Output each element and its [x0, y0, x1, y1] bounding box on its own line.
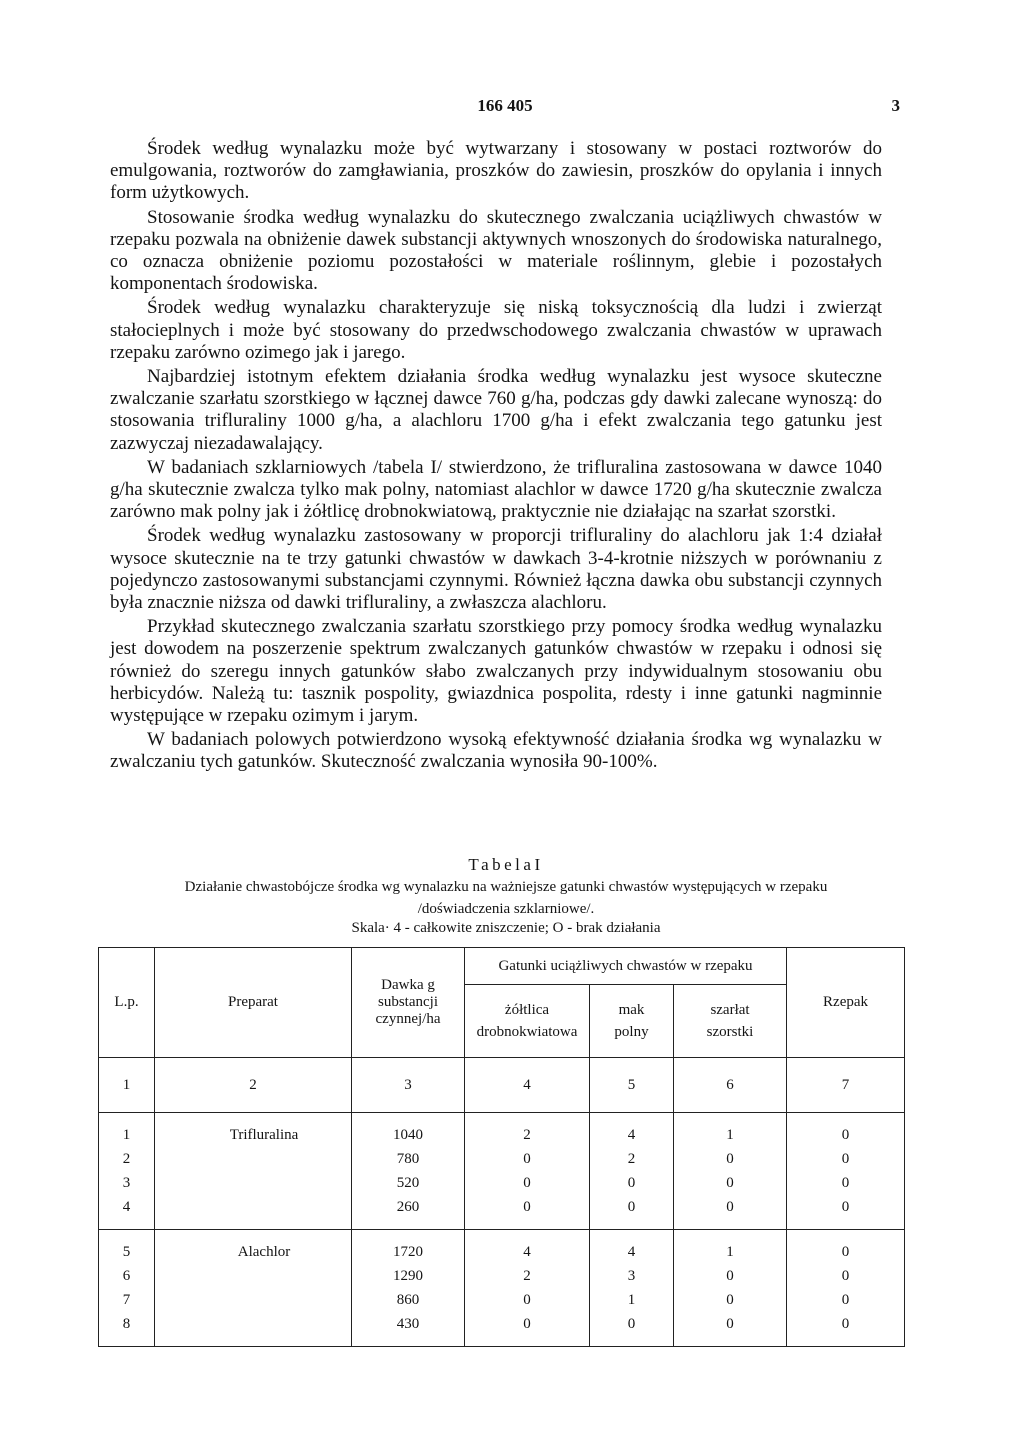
cell-lp: 5	[99, 1230, 155, 1265]
cell-rzepak: 0	[787, 1264, 905, 1288]
table-description	[110, 876, 902, 920]
cell-rzepak: 0	[787, 1147, 905, 1171]
cell-lp: 1	[99, 1113, 155, 1148]
cell-lp: 2	[99, 1147, 155, 1171]
col-header-dawka-line: Dawka g	[381, 977, 435, 993]
cell-dawka: 430	[352, 1312, 465, 1347]
page-number: 3	[891, 96, 900, 115]
col-header-line: polny	[614, 1024, 649, 1040]
cell-zoltlica: 2	[465, 1264, 590, 1288]
cell-mak: 0	[590, 1312, 674, 1347]
col-group-header: Gatunki uciążliwych chwastów w rzepaku	[465, 948, 787, 985]
cell-preparat	[155, 1171, 352, 1195]
cell-szarlat: 0	[674, 1195, 787, 1230]
cell-dawka: 780	[352, 1147, 465, 1171]
column-number: 5	[590, 1058, 674, 1113]
col-header-dawka	[352, 948, 465, 1058]
cell-rzepak: 0	[787, 1288, 905, 1312]
body-text	[110, 138, 882, 776]
cell-mak: 1	[590, 1288, 674, 1312]
table-row	[99, 1230, 905, 1265]
cell-zoltlica: 4	[465, 1230, 590, 1265]
col-header-lp: L.p.	[99, 948, 155, 1058]
cell-mak: 2	[590, 1147, 674, 1171]
cell-szarlat: 0	[674, 1288, 787, 1312]
column-number: 7	[787, 1058, 905, 1113]
table-scale-note: Skala· 4 - całkowite zniszczenie; O - brak działania	[351, 920, 661, 936]
col-header-dawka-line: czynnej/ha	[375, 1011, 441, 1027]
paragraph: W badaniach polowych potwierdzono wysoką efektywność działania środka wg wynalazku w zwalczaniu tych gatunków. Skuteczność zwalczania wynosiła 90-100%.	[110, 729, 882, 773]
column-number: 3	[352, 1058, 465, 1113]
results-table	[98, 947, 905, 1347]
cell-rzepak: 0	[787, 1312, 905, 1347]
paragraph: Środek według wynalazku może być wytwarzany i stosowany w postaci roztworów do emulgowania, roztworów do zamgławiania, proszków do zawiesin, proszków do opylania i innych form użytkowych.	[110, 138, 882, 204]
column-number: 2	[155, 1058, 352, 1113]
paragraph: Stosowanie środka według wynalazku do skutecznego zwalczania uciążliwych chwastów w rzepaku pozwala na obniżenie dawek substancji aktywnych wnoszonych do środowiska naturalnego, co oznacza obniżenie poziomu pozostałości w materiale roślinnym, glebie i pozostałych komponentach środowiska.	[110, 206, 882, 295]
cell-mak: 4	[590, 1230, 674, 1265]
col-header-line: szorstki	[706, 1024, 754, 1040]
col-header-line: mak	[618, 1002, 645, 1018]
cell-lp: 7	[99, 1288, 155, 1312]
paragraph: Środek według wynalazku charakteryzuje się niską toksycznością dla ludzi i zwierząt stałocieplnych i może być stosowany do przedwschodowego zwalczania chwastów w uprawach rzepaku zarówno ozimego jak i jarego.	[110, 297, 882, 363]
table-row	[99, 1312, 905, 1347]
paragraph: Przykład skutecznego zwalczania szarłatu szorstkiego przy pomocy środka według wynalazku jest dowodem na poszerzenie spektrum zwalczanych gatunków chwastów w rzepaku i odnosi się również do szeregu innych gatunków słabo zwalczanych przy indywidualnym stosowaniu obu herbicydów. Należą tu: tasznik pospolity, gwiazdnica pospolita, rdesty i inne gatunki nagminnie występujące w rzepaku ozimym i jarym.	[110, 616, 882, 727]
paragraph: Środek według wynalazku zastosowany w proporcji trifluraliny do alachloru jak 1:4 działał wysoce skutecznie na te trzy gatunki chwastów w dawkach 3-4-krotnie niższych w porównaniu z pojedynczo zastosowanymi substancjami czynnymi. Również łączna dawka obu substancji czynnych była znacznie niższa od dawki trifluraliny, a zwłaszcza alachloru.	[110, 525, 882, 614]
cell-zoltlica: 0	[465, 1288, 590, 1312]
cell-szarlat: 0	[674, 1147, 787, 1171]
table-row	[99, 1288, 905, 1312]
cell-mak: 4	[590, 1113, 674, 1148]
cell-preparat: Alachlor	[155, 1230, 352, 1265]
cell-preparat: Trifluralina	[155, 1113, 352, 1148]
table-row	[99, 1195, 905, 1230]
cell-rzepak: 0	[787, 1113, 905, 1148]
page-header	[110, 96, 900, 120]
cell-szarlat: 0	[674, 1171, 787, 1195]
cell-zoltlica: 0	[465, 1171, 590, 1195]
table-description-line: /doświadczenia szklarniowe/.	[417, 901, 595, 917]
cell-mak: 0	[590, 1171, 674, 1195]
paragraph: W badaniach szklarniowych /tabela I/ stwierdzono, że trifluralina zastosowana w dawce 1040 g/ha skutecznie zwalcza tylko mak polny, natomiast alachlor w dawce 1720 g/ha skutecznie zwalcza zarówno mak polny jak i żółtlicę drobnokwiatową, praktycznie nie działając na szarłat szorstki.	[110, 456, 882, 523]
cell-preparat	[155, 1264, 352, 1288]
cell-dawka: 520	[352, 1171, 465, 1195]
cell-preparat	[155, 1312, 352, 1347]
document-number: 166 405	[477, 96, 533, 115]
cell-zoltlica: 2	[465, 1113, 590, 1148]
cell-lp: 3	[99, 1171, 155, 1195]
col-header-line: żółtlica	[504, 1002, 550, 1018]
cell-preparat	[155, 1288, 352, 1312]
cell-szarlat: 1	[674, 1230, 787, 1265]
cell-szarlat: 0	[674, 1312, 787, 1347]
table-description-line: Działanie chwastobójcze środka wg wynalazku na ważniejsze gatunki chwastów występujących w rzepaku	[184, 879, 828, 895]
col-header-line: drobnokwiatowa	[476, 1024, 578, 1040]
column-number-row	[99, 1058, 905, 1113]
cell-rzepak: 0	[787, 1230, 905, 1265]
column-number: 1	[99, 1058, 155, 1113]
col-header-mak	[590, 985, 674, 1058]
cell-zoltlica: 0	[465, 1312, 590, 1347]
table-row	[99, 1171, 905, 1195]
cell-rzepak: 0	[787, 1171, 905, 1195]
cell-mak: 0	[590, 1195, 674, 1230]
col-header-line: szarłat	[710, 1002, 750, 1018]
cell-rzepak: 0	[787, 1195, 905, 1230]
paragraph: Najbardziej istotnym efektem działania środka według wynalazku jest wysoce skuteczne zwalczanie szarłatu szorstkiego w łącznej dawce 760 g/ha, podczas gdy dawki zalecane wynoszą: do stosowania trifluraliny 1000 g/ha, a alachloru 1700 g/ha i efekt zwalczania tego gatunku jest zazwyczaj niezadawalający.	[110, 366, 882, 454]
cell-lp: 4	[99, 1195, 155, 1230]
cell-preparat	[155, 1147, 352, 1171]
col-header-zoltlica	[465, 985, 590, 1058]
cell-dawka: 860	[352, 1288, 465, 1312]
cell-szarlat: 0	[674, 1264, 787, 1288]
col-header-preparat: Preparat	[155, 948, 352, 1058]
cell-lp: 8	[99, 1312, 155, 1347]
table-header-row	[99, 948, 905, 985]
cell-lp: 6	[99, 1264, 155, 1288]
column-number: 6	[674, 1058, 787, 1113]
table-row	[99, 1113, 905, 1148]
cell-szarlat: 1	[674, 1113, 787, 1148]
cell-dawka: 1040	[352, 1113, 465, 1148]
col-header-dawka-line: substancji	[378, 994, 438, 1010]
cell-preparat	[155, 1195, 352, 1230]
cell-dawka: 1290	[352, 1264, 465, 1288]
cell-dawka: 1720	[352, 1230, 465, 1265]
cell-mak: 3	[590, 1264, 674, 1288]
table-row	[99, 1147, 905, 1171]
col-header-szarlat	[674, 985, 787, 1058]
cell-dawka: 260	[352, 1195, 465, 1230]
cell-zoltlica: 0	[465, 1147, 590, 1171]
table-row	[99, 1264, 905, 1288]
table-title: TabelaI	[468, 855, 544, 874]
column-number: 4	[465, 1058, 590, 1113]
cell-zoltlica: 0	[465, 1195, 590, 1230]
col-header-rzepak: Rzepak	[787, 948, 905, 1058]
